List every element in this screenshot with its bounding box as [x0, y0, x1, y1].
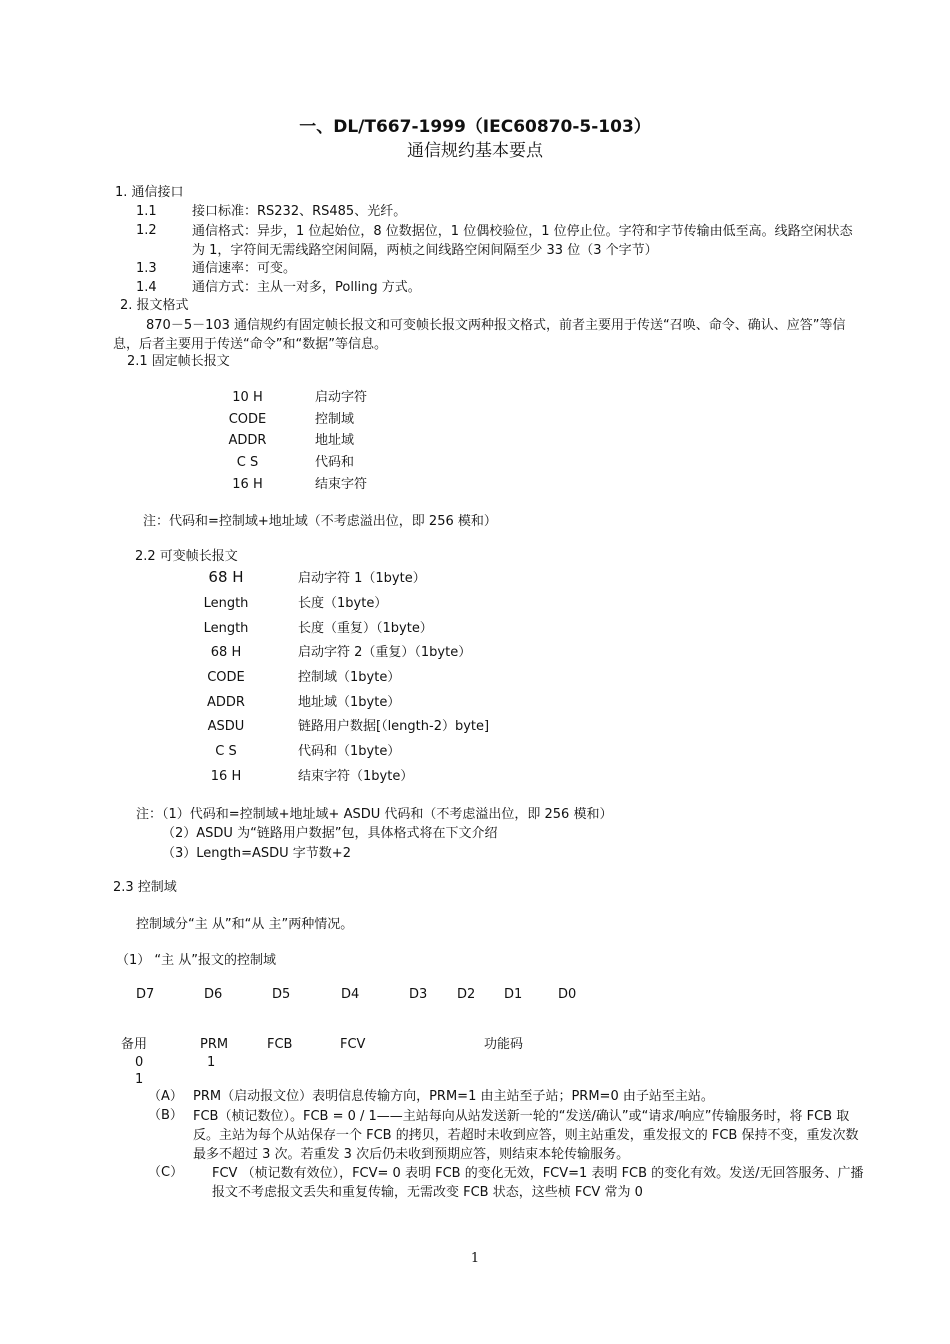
frame-field-code: ASDU	[207, 719, 245, 734]
frame-field-code: Length	[203, 621, 249, 636]
section-2-heading: 2. 报文格式	[120, 298, 189, 313]
frame-field-code: CODE	[228, 412, 267, 427]
frame-field-desc: 长度（重复）（1byte）	[298, 621, 433, 636]
frame-field-desc: 启动字符 1（1byte）	[298, 571, 426, 586]
frame-field-desc: 地址域	[315, 433, 355, 448]
bit-value: 0	[135, 1055, 144, 1070]
variable-frame-note: （2）ASDU 为“链路用户数据”包，具体格式将在下文介绍	[162, 826, 498, 841]
frame-field-desc: 链路用户数据[（length-2）byte]	[298, 719, 490, 734]
section-2-2-heading: 2.2 可变帧长报文	[135, 549, 238, 564]
variable-frame-note: 注：（1）代码和=控制域+地址域+ ASDU 代码和（不考虑溢出位，即 256 模和）	[136, 807, 613, 822]
item-text: 通信方式：主从一对多，Polling 方式。	[192, 280, 421, 295]
frame-field-desc: 地址域（1byte）	[298, 695, 401, 710]
frame-field-code: Length	[203, 596, 249, 611]
control-field-intro: 控制域分“主 从”和“从 主”两种情况。	[136, 917, 354, 932]
frame-field-code: 10 H	[232, 390, 263, 405]
item-label: （C）	[148, 1165, 184, 1180]
frame-field-desc: 结束字符	[315, 477, 368, 492]
field-label: 功能码	[484, 1037, 524, 1052]
document-title: 一、DL/T667-1999（IEC60870-5-103）	[299, 117, 651, 137]
frame-field-desc: 代码和（1byte）	[298, 744, 401, 759]
item-number: 1.3	[136, 261, 157, 276]
bit-label: D2	[457, 987, 476, 1002]
section-2-3-heading: 2.3 控制域	[113, 880, 177, 895]
item-text: 通信格式：异步，1 位起始位，8 位数据位，1 位偶校验位，1 位停止位。字符和字节传输由低至高。线路空闲状态为 1，字符间无需线路空闲间隔，两桢之间线路空闲间隔至少 33 位（3 个字节）	[192, 224, 853, 258]
document-subtitle: 通信规约基本要点	[407, 141, 543, 161]
frame-field-code: C S	[236, 455, 259, 470]
bit-label: D0	[558, 987, 577, 1002]
bit-label: D6	[204, 987, 223, 1002]
field-label: FCB	[267, 1037, 293, 1052]
frame-field-desc: 代码和	[315, 455, 355, 470]
frame-field-code: 68 H	[208, 568, 244, 586]
frame-field-desc: 结束字符（1byte）	[298, 769, 414, 784]
field-label: 备用	[121, 1037, 148, 1052]
item-text: FCB（桢记数位）。FCB = 0 / 1——主站每向从站发送新一轮的“发送/确认”或“请求/响应”传输服务时，将 FCB 取反。主站为每个从站保存一个 FCB 的拷贝，若超时未收到应答，则主站重发，重发报文的 FCB 保持不变，重发次数最多不超过 3 次。若重发 3 次后仍未收到预期应答，则结束本轮传输服务。	[193, 1109, 859, 1162]
frame-field-desc: 控制域（1byte）	[298, 670, 401, 685]
frame-field-code: 16 H	[210, 769, 242, 784]
fixed-frame-note: 注：代码和=控制域+地址域（不考虑溢出位，即 256 模和）	[143, 514, 497, 529]
bit-label: D7	[136, 987, 155, 1002]
item-text: PRM（启动报文位）表明信息传输方向，PRM=1 由主站至子站；PRM=0 由子站至主站。	[193, 1089, 714, 1104]
frame-field-desc: 长度（1byte）	[298, 596, 388, 611]
bit-label: D5	[272, 987, 291, 1002]
item-number: 1.2	[136, 223, 157, 238]
item-label: （A）	[148, 1089, 183, 1104]
bit-label: D1	[504, 987, 523, 1002]
page-number: 1	[470, 1251, 480, 1266]
control-field-subheading: （1） “主 从”报文的控制域	[116, 953, 277, 968]
frame-field-desc: 启动字符	[315, 390, 368, 405]
frame-field-code: 16 H	[232, 477, 263, 492]
frame-field-code: 68 H	[210, 645, 242, 660]
item-label: （B）	[148, 1108, 183, 1123]
bit-label: D3	[409, 987, 428, 1002]
item-text: 接口标准：RS232、RS485、光纤。	[192, 204, 407, 219]
field-label: PRM	[200, 1037, 229, 1052]
bit-value: 1	[207, 1055, 216, 1070]
bit-value: 1	[135, 1072, 144, 1087]
item-text: FCV （桢记数有效位），FCV= 0 表明 FCB 的变化无效，FCV=1 表明 FCB 的变化有效。发送/无回答服务、广播报文不考虑报文丢失和重复传输，无需改变 FCB 状态，这些桢 FCV 常为 0	[212, 1166, 864, 1200]
item-number: 1.1	[136, 204, 157, 219]
section-1-heading: 1. 通信接口	[115, 185, 184, 200]
frame-field-code: C S	[215, 744, 237, 759]
item-text: 通信速率：可变。	[192, 261, 297, 276]
item-number: 1.4	[136, 280, 157, 295]
section-2-1-heading: 2.1 固定帧长报文	[127, 354, 230, 369]
frame-field-desc: 启动字符 2（重复）（1byte）	[298, 645, 472, 660]
frame-field-code: CODE	[207, 670, 245, 685]
variable-frame-note: （3）Length=ASDU 字节数+2	[162, 846, 351, 861]
bit-label: D4	[341, 987, 360, 1002]
section-2-intro: 870－5－103 通信规约有固定帧长报文和可变帧长报文两种报文格式，前者主要用于传送“召唤、命令、确认、应答”等信息，后者主要用于传送“命令”和“数据”等信息。	[113, 318, 846, 352]
frame-field-desc: 控制域	[315, 412, 355, 427]
frame-field-code: ADDR	[228, 433, 267, 448]
frame-field-code: ADDR	[207, 695, 245, 710]
field-label: FCV	[340, 1037, 366, 1052]
